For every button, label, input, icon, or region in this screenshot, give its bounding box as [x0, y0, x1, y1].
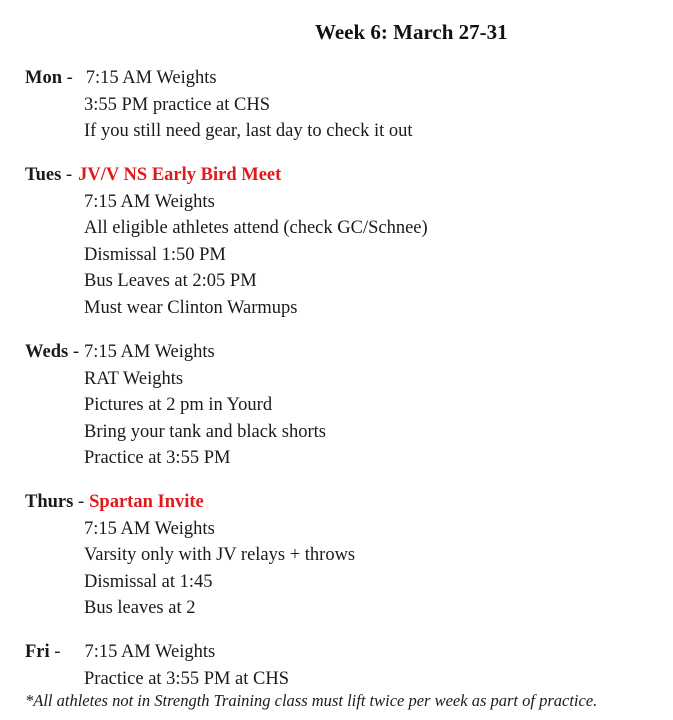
day-header — [25, 489, 355, 516]
day-header — [25, 339, 326, 366]
day-name: Weds — [25, 342, 69, 362]
schedule-line: All eligible athletes attend (check GC/Schnee) — [84, 218, 428, 238]
footnote: *All athletes not in Strength Training class must lift twice per week as part of practice. — [25, 691, 598, 710]
day-separator: - — [62, 68, 73, 88]
page-title: Week 6: March 27-31 — [315, 20, 508, 44]
day-block-thurs — [25, 489, 355, 622]
day-block-tues — [25, 162, 428, 321]
day-name: Tues — [25, 165, 62, 185]
schedule-line: 7:15 AM Weights — [84, 642, 216, 662]
schedule-line: 7:15 AM Weights — [83, 342, 215, 362]
schedule-line: If you still need gear, last day to check it out — [84, 121, 413, 141]
day-separator: - — [68, 342, 79, 362]
schedule-line: Bring your tank and black shorts — [84, 421, 326, 442]
schedule-line: 7:15 AM Weights — [85, 68, 217, 88]
day-separator: - — [61, 165, 73, 185]
schedule-line: Dismissal at 1:45 — [84, 571, 213, 592]
schedule-line: Bus Leaves at 2:05 PM — [84, 271, 257, 291]
event-title: JV/V NS Early Bird Meet — [78, 165, 282, 185]
schedule-line: 7:15 AM Weights — [84, 518, 215, 539]
day-name: Thurs — [25, 492, 74, 512]
schedule-line: RAT Weights — [84, 368, 184, 389]
schedule-line: Bus leaves at 2 — [84, 598, 196, 618]
schedule-line: Practice at 3:55 PM — [84, 448, 231, 468]
day-header — [25, 639, 289, 666]
schedule-line: Practice at 3:55 PM at CHS — [84, 668, 290, 689]
day-header — [25, 162, 428, 189]
schedule-line: Must wear Clinton Warmups — [84, 297, 298, 318]
schedule-line: Pictures at 2 pm in Yourd — [84, 395, 273, 415]
day-block-mon — [25, 65, 413, 145]
day-separator: - — [49, 642, 61, 662]
schedule-line: 7:15 AM Weights — [84, 191, 215, 212]
schedule-line: Dismissal 1:50 PM — [84, 244, 226, 265]
schedule-line: 3:55 PM practice at CHS — [84, 94, 271, 115]
schedule-line: Varsity only with JV relays + throws — [84, 545, 356, 565]
day-header — [25, 65, 413, 92]
day-block-fri — [25, 639, 289, 692]
day-name: Mon — [25, 68, 62, 88]
event-title: Spartan Invite — [89, 492, 204, 512]
day-name: Fri — [25, 642, 50, 662]
day-block-weds — [25, 339, 326, 472]
day-separator: - — [73, 492, 85, 512]
